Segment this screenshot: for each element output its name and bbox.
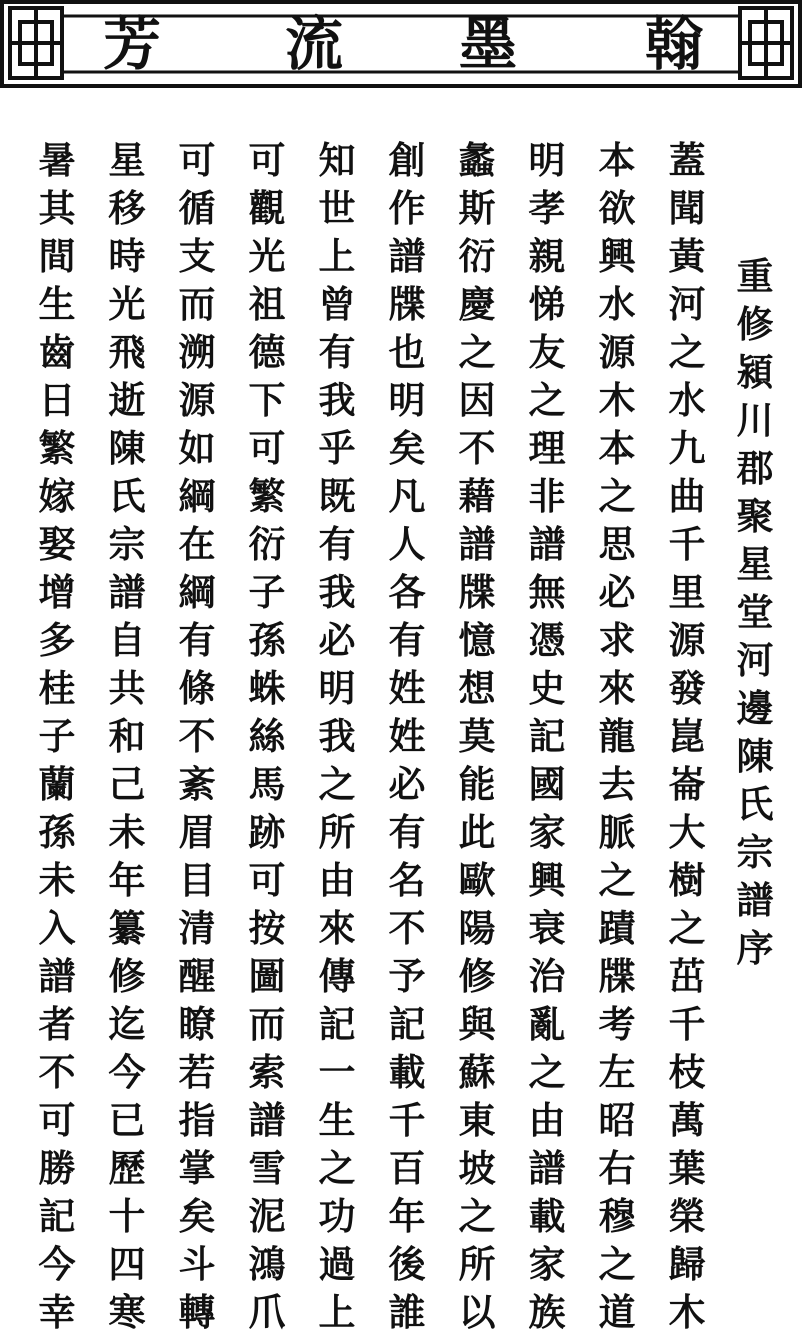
text-glyph: 可 — [248, 138, 286, 182]
text-glyph: 宗 — [108, 522, 146, 566]
text-glyph: 各 — [388, 570, 426, 614]
text-glyph: 矣 — [388, 426, 426, 470]
text-glyph: 水 — [668, 378, 706, 422]
text-glyph: 坡 — [458, 1146, 496, 1190]
document-heading — [732, 252, 778, 972]
text-glyph: 憑 — [528, 618, 566, 662]
text-glyph: 人 — [388, 522, 426, 566]
text-glyph: 移 — [108, 186, 146, 230]
text-column — [104, 136, 150, 1336]
text-glyph: 絲 — [248, 714, 286, 758]
text-glyph: 來 — [318, 906, 356, 950]
text-glyph: 生 — [38, 282, 76, 326]
text-glyph: 四 — [108, 1242, 146, 1286]
text-glyph: 眉 — [178, 810, 216, 854]
text-glyph: 按 — [248, 906, 286, 950]
text-glyph: 未 — [108, 810, 146, 854]
heading-glyph: 川 — [736, 398, 774, 442]
text-glyph: 既 — [318, 474, 356, 518]
text-glyph: 必 — [388, 762, 426, 806]
text-glyph: 娶 — [38, 522, 76, 566]
text-glyph: 本 — [598, 426, 636, 470]
text-glyph: 我 — [318, 570, 356, 614]
text-glyph: 千 — [388, 1098, 426, 1142]
text-glyph: 不 — [388, 906, 426, 950]
text-glyph: 大 — [668, 810, 706, 854]
text-glyph: 有 — [388, 810, 426, 854]
text-column — [524, 136, 570, 1336]
text-glyph: 間 — [38, 234, 76, 278]
text-glyph: 未 — [38, 858, 76, 902]
text-glyph: 譜 — [38, 954, 76, 998]
text-glyph: 必 — [598, 570, 636, 614]
text-glyph: 馬 — [248, 762, 286, 806]
text-glyph: 歸 — [668, 1242, 706, 1286]
heading-glyph: 氏 — [736, 782, 774, 826]
banner-title-char: 墨 — [458, 10, 517, 78]
text-glyph: 和 — [108, 714, 146, 758]
text-glyph: 蘭 — [38, 762, 76, 806]
heading-glyph: 譜 — [736, 878, 774, 922]
text-glyph: 不 — [38, 1050, 76, 1094]
text-glyph: 而 — [248, 1002, 286, 1046]
text-glyph: 蠡 — [458, 138, 496, 182]
text-glyph: 修 — [458, 954, 496, 998]
text-glyph: 載 — [388, 1050, 426, 1094]
text-glyph: 多 — [38, 618, 76, 662]
text-glyph: 崑 — [668, 714, 706, 758]
text-glyph: 記 — [528, 714, 566, 758]
text-glyph: 亂 — [528, 1002, 566, 1046]
text-glyph: 循 — [178, 186, 216, 230]
text-glyph: 脈 — [598, 810, 636, 854]
text-glyph: 之 — [528, 378, 566, 422]
text-glyph: 日 — [38, 378, 76, 422]
text-glyph: 東 — [458, 1098, 496, 1142]
text-glyph: 今 — [38, 1242, 76, 1286]
text-glyph: 凡 — [388, 474, 426, 518]
text-glyph: 目 — [178, 858, 216, 902]
text-glyph: 其 — [38, 186, 76, 230]
banner-title-char: 翰 — [644, 10, 703, 78]
text-glyph: 創 — [388, 138, 426, 182]
text-glyph: 必 — [318, 618, 356, 662]
text-glyph: 理 — [528, 426, 566, 470]
text-glyph: 由 — [318, 858, 356, 902]
text-glyph: 清 — [178, 906, 216, 950]
text-glyph: 迄 — [108, 1002, 146, 1046]
text-glyph: 左 — [598, 1050, 636, 1094]
text-column — [384, 136, 430, 1336]
text-glyph: 之 — [458, 1194, 496, 1238]
text-glyph: 之 — [318, 762, 356, 806]
text-glyph: 譜 — [528, 1146, 566, 1190]
text-glyph: 功 — [318, 1194, 356, 1238]
text-glyph: 今 — [108, 1050, 146, 1094]
text-glyph: 無 — [528, 570, 566, 614]
text-glyph: 木 — [598, 378, 636, 422]
text-glyph: 源 — [668, 618, 706, 662]
text-glyph: 知 — [318, 138, 356, 182]
text-glyph: 之 — [528, 1050, 566, 1094]
text-glyph: 有 — [178, 618, 216, 662]
text-glyph: 不 — [458, 426, 496, 470]
text-glyph: 上 — [318, 234, 356, 278]
text-glyph: 萬 — [668, 1098, 706, 1142]
text-glyph: 牒 — [388, 282, 426, 326]
heading-glyph: 陳 — [736, 734, 774, 778]
text-glyph: 千 — [668, 522, 706, 566]
text-glyph: 一 — [318, 1050, 356, 1094]
heading-glyph: 宗 — [736, 830, 774, 874]
text-glyph: 寒 — [108, 1290, 146, 1334]
text-glyph: 右 — [598, 1146, 636, 1190]
text-glyph: 修 — [108, 954, 146, 998]
text-glyph: 我 — [318, 714, 356, 758]
text-column — [664, 136, 710, 1336]
text-glyph: 暑 — [38, 138, 76, 182]
text-glyph: 之 — [598, 474, 636, 518]
text-glyph: 入 — [38, 906, 76, 950]
text-glyph: 可 — [38, 1098, 76, 1142]
text-glyph: 家 — [528, 1242, 566, 1286]
heading-glyph: 河 — [736, 638, 774, 682]
text-glyph: 齒 — [38, 330, 76, 374]
text-glyph: 之 — [318, 1146, 356, 1190]
text-glyph: 之 — [598, 1242, 636, 1286]
banner-title-char: 芳 — [102, 10, 161, 78]
text-glyph: 牒 — [458, 570, 496, 614]
text-glyph: 瞭 — [178, 1002, 216, 1046]
text-column — [34, 136, 80, 1336]
text-glyph: 記 — [318, 1002, 356, 1046]
text-glyph: 共 — [108, 666, 146, 710]
text-glyph: 藉 — [458, 474, 496, 518]
text-glyph: 考 — [598, 1002, 636, 1046]
text-glyph: 源 — [598, 330, 636, 374]
text-glyph: 譜 — [248, 1098, 286, 1142]
heading-glyph: 潁 — [736, 350, 774, 394]
text-glyph: 紊 — [178, 762, 216, 806]
text-glyph: 世 — [318, 186, 356, 230]
heading-glyph: 修 — [736, 302, 774, 346]
text-glyph: 此 — [458, 810, 496, 854]
text-glyph: 乎 — [318, 426, 356, 470]
text-glyph: 黃 — [668, 234, 706, 278]
text-glyph: 可 — [248, 426, 286, 470]
text-glyph: 後 — [388, 1242, 426, 1286]
text-glyph: 悌 — [528, 282, 566, 326]
text-glyph: 指 — [178, 1098, 216, 1142]
text-glyph: 去 — [598, 762, 636, 806]
text-glyph: 蹟 — [598, 906, 636, 950]
text-glyph: 源 — [178, 378, 216, 422]
text-glyph: 葉 — [668, 1146, 706, 1190]
text-glyph: 作 — [388, 186, 426, 230]
text-glyph: 勝 — [38, 1146, 76, 1190]
text-glyph: 莫 — [458, 714, 496, 758]
text-glyph: 衍 — [248, 522, 286, 566]
text-glyph: 如 — [178, 426, 216, 470]
text-glyph: 歷 — [108, 1146, 146, 1190]
text-glyph: 不 — [178, 714, 216, 758]
text-glyph: 纂 — [108, 906, 146, 950]
text-glyph: 下 — [248, 378, 286, 422]
text-glyph: 家 — [528, 810, 566, 854]
text-glyph: 龍 — [598, 714, 636, 758]
text-glyph: 十 — [108, 1194, 146, 1238]
text-glyph: 幸 — [38, 1290, 76, 1334]
text-glyph: 曾 — [318, 282, 356, 326]
text-glyph: 己 — [108, 762, 146, 806]
text-glyph: 也 — [388, 330, 426, 374]
text-glyph: 蓋 — [668, 138, 706, 182]
text-glyph: 譜 — [388, 234, 426, 278]
text-glyph: 想 — [458, 666, 496, 710]
text-glyph: 醒 — [178, 954, 216, 998]
text-glyph: 生 — [318, 1098, 356, 1142]
text-glyph: 治 — [528, 954, 566, 998]
text-glyph: 之 — [458, 330, 496, 374]
text-glyph: 族 — [528, 1290, 566, 1334]
heading-glyph: 重 — [736, 254, 774, 298]
text-glyph: 非 — [528, 474, 566, 518]
text-glyph: 綱 — [178, 570, 216, 614]
text-glyph: 有 — [318, 522, 356, 566]
right-lattice-ornament — [740, 8, 792, 78]
text-glyph: 傳 — [318, 954, 356, 998]
text-glyph: 來 — [598, 666, 636, 710]
text-glyph: 記 — [388, 1002, 426, 1046]
text-glyph: 者 — [38, 1002, 76, 1046]
text-glyph: 千 — [668, 1002, 706, 1046]
text-glyph: 增 — [38, 570, 76, 614]
text-glyph: 逝 — [108, 378, 146, 422]
text-glyph: 之 — [668, 330, 706, 374]
text-glyph: 而 — [178, 282, 216, 326]
text-glyph: 鴻 — [248, 1242, 286, 1286]
text-glyph: 誰 — [388, 1290, 426, 1334]
text-glyph: 予 — [388, 954, 426, 998]
text-glyph: 支 — [178, 234, 216, 278]
text-glyph: 索 — [248, 1050, 286, 1094]
text-glyph: 欲 — [598, 186, 636, 230]
text-glyph: 友 — [528, 330, 566, 374]
text-glyph: 譜 — [528, 522, 566, 566]
text-glyph: 里 — [668, 570, 706, 614]
text-glyph: 繁 — [38, 426, 76, 470]
text-glyph: 水 — [598, 282, 636, 326]
text-glyph: 姓 — [388, 714, 426, 758]
text-glyph: 牒 — [598, 954, 636, 998]
text-glyph: 飛 — [108, 330, 146, 374]
text-glyph: 興 — [528, 858, 566, 902]
text-glyph: 枝 — [668, 1050, 706, 1094]
text-glyph: 孝 — [528, 186, 566, 230]
text-glyph: 所 — [458, 1242, 496, 1286]
text-glyph: 九 — [668, 426, 706, 470]
text-glyph: 由 — [528, 1098, 566, 1142]
text-glyph: 河 — [668, 282, 706, 326]
text-glyph: 載 — [528, 1194, 566, 1238]
text-glyph: 昭 — [598, 1098, 636, 1142]
text-glyph: 譜 — [458, 522, 496, 566]
text-glyph: 可 — [178, 138, 216, 182]
text-glyph: 木 — [668, 1290, 706, 1334]
text-glyph: 興 — [598, 234, 636, 278]
text-glyph: 過 — [318, 1242, 356, 1286]
text-glyph: 名 — [388, 858, 426, 902]
text-glyph: 譜 — [108, 570, 146, 614]
text-glyph: 嫁 — [38, 474, 76, 518]
text-glyph: 自 — [108, 618, 146, 662]
text-glyph: 榮 — [668, 1194, 706, 1238]
text-glyph: 明 — [528, 138, 566, 182]
text-glyph: 斯 — [458, 186, 496, 230]
text-glyph: 雪 — [248, 1146, 286, 1190]
text-glyph: 矣 — [178, 1194, 216, 1238]
text-glyph: 德 — [248, 330, 286, 374]
text-glyph: 所 — [318, 810, 356, 854]
heading-glyph: 郡 — [736, 446, 774, 490]
text-glyph: 記 — [38, 1194, 76, 1238]
banner — [0, 0, 802, 88]
text-glyph: 明 — [318, 666, 356, 710]
text-glyph: 氏 — [108, 474, 146, 518]
text-glyph: 慶 — [458, 282, 496, 326]
text-glyph: 年 — [108, 858, 146, 902]
text-glyph: 姓 — [388, 666, 426, 710]
text-glyph: 星 — [108, 138, 146, 182]
text-glyph: 崙 — [668, 762, 706, 806]
text-glyph: 可 — [248, 858, 286, 902]
text-glyph: 有 — [388, 618, 426, 662]
text-glyph: 桂 — [38, 666, 76, 710]
text-glyph: 已 — [108, 1098, 146, 1142]
text-glyph: 子 — [248, 570, 286, 614]
heading-glyph: 聚 — [736, 494, 774, 538]
text-glyph: 跡 — [248, 810, 286, 854]
text-column — [454, 136, 500, 1336]
heading-glyph: 邊 — [736, 686, 774, 730]
text-glyph: 繁 — [248, 474, 286, 518]
text-glyph: 若 — [178, 1050, 216, 1094]
text-glyph: 茁 — [668, 954, 706, 998]
text-glyph: 發 — [668, 666, 706, 710]
text-glyph: 光 — [248, 234, 286, 278]
text-glyph: 樹 — [668, 858, 706, 902]
banner-title-char: 流 — [284, 10, 343, 78]
text-glyph: 憶 — [458, 618, 496, 662]
text-glyph: 陳 — [108, 426, 146, 470]
text-glyph: 穆 — [598, 1194, 636, 1238]
text-glyph: 與 — [458, 1002, 496, 1046]
text-glyph: 光 — [108, 282, 146, 326]
text-glyph: 本 — [598, 138, 636, 182]
text-glyph: 聞 — [668, 186, 706, 230]
text-glyph: 親 — [528, 234, 566, 278]
text-glyph: 道 — [598, 1290, 636, 1334]
text-glyph: 能 — [458, 762, 496, 806]
text-glyph: 掌 — [178, 1146, 216, 1190]
text-glyph: 泥 — [248, 1194, 286, 1238]
text-glyph: 祖 — [248, 282, 286, 326]
text-glyph: 明 — [388, 378, 426, 422]
text-glyph: 求 — [598, 618, 636, 662]
text-glyph: 我 — [318, 378, 356, 422]
text-glyph: 時 — [108, 234, 146, 278]
text-glyph: 衍 — [458, 234, 496, 278]
text-glyph: 國 — [528, 762, 566, 806]
text-glyph: 轉 — [178, 1290, 216, 1334]
text-glyph: 蘇 — [458, 1050, 496, 1094]
text-glyph: 曲 — [668, 474, 706, 518]
text-glyph: 年 — [388, 1194, 426, 1238]
text-glyph: 爪 — [248, 1290, 286, 1334]
text-glyph: 思 — [598, 522, 636, 566]
text-glyph: 蛛 — [248, 666, 286, 710]
heading-glyph: 星 — [736, 542, 774, 586]
text-column — [174, 136, 220, 1336]
text-column — [314, 136, 360, 1336]
text-glyph: 之 — [668, 906, 706, 950]
text-glyph: 溯 — [178, 330, 216, 374]
text-column — [594, 136, 640, 1336]
text-glyph: 孫 — [38, 810, 76, 854]
heading-glyph: 序 — [736, 926, 774, 970]
text-column — [244, 136, 290, 1336]
heading-glyph: 堂 — [736, 590, 774, 634]
text-glyph: 史 — [528, 666, 566, 710]
text-glyph: 圖 — [248, 954, 286, 998]
text-glyph: 上 — [318, 1290, 356, 1334]
text-glyph: 孫 — [248, 618, 286, 662]
text-glyph: 以 — [458, 1290, 496, 1334]
text-glyph: 陽 — [458, 906, 496, 950]
text-glyph: 百 — [388, 1146, 426, 1190]
left-lattice-ornament — [10, 8, 62, 78]
text-glyph: 之 — [598, 858, 636, 902]
text-glyph: 子 — [38, 714, 76, 758]
text-glyph: 斗 — [178, 1242, 216, 1286]
text-glyph: 在 — [178, 522, 216, 566]
text-glyph: 有 — [318, 330, 356, 374]
text-glyph: 條 — [178, 666, 216, 710]
text-glyph: 歐 — [458, 858, 496, 902]
text-glyph: 綱 — [178, 474, 216, 518]
text-glyph: 觀 — [248, 186, 286, 230]
text-glyph: 因 — [458, 378, 496, 422]
text-glyph: 衰 — [528, 906, 566, 950]
